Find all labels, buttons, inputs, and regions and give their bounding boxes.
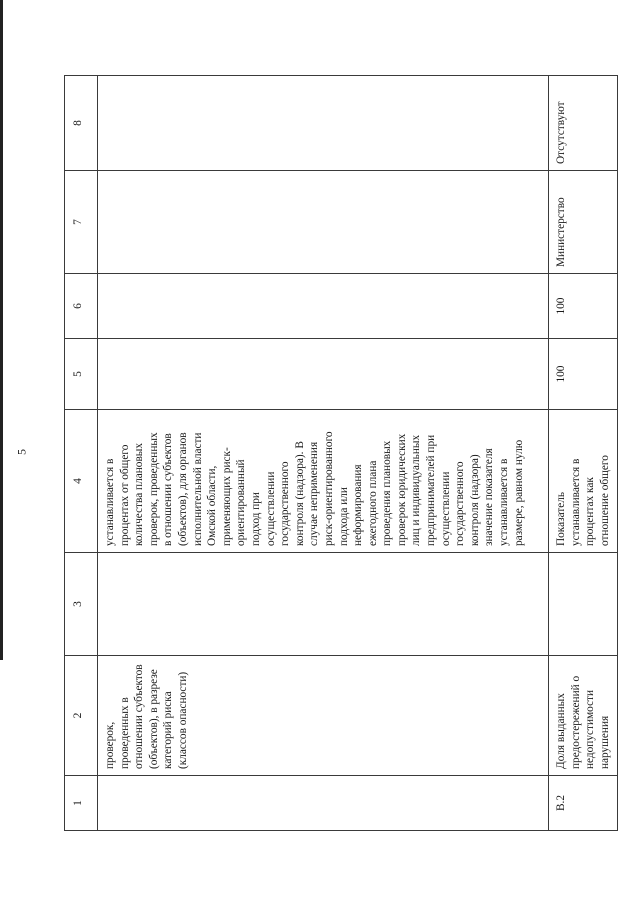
cell-calculation-method: устанавливается в процентах от общего количества плановых проверок, проведенных в отношении субъектов (объектов), для органов исполнительной власти Омской области, применяющих риск- ориентированный подход при осуществлении государственного контроля (надзора). В случае неприменения риск-ориентированного подхода или неформирования ежегодного плана проведения плановых проверок юридических лиц и индивидуальных предпринимателей при осуществлении государственного контроля (надзора) значение показателя устанавливается в размере, равном нулю (98, 410, 549, 553)
binder-edge (0, 0, 3, 660)
header-cell: 4 (65, 410, 98, 553)
header-cell: 6 (65, 274, 98, 339)
table-row (98, 76, 549, 831)
cell-col3 (549, 553, 618, 656)
table-row (549, 76, 618, 831)
rotated-page-content (64, 76, 611, 831)
header-cell: 5 (65, 339, 98, 410)
cell-number (98, 776, 549, 831)
cell-col5: 100 (549, 339, 618, 410)
header-cell: 3 (65, 553, 98, 656)
cell-number: В.2 (549, 776, 618, 831)
cell-calculation-method: Показатель устанавливается в процентах как отношение общего (549, 410, 618, 553)
cell-col3 (98, 553, 549, 656)
cell-col5 (98, 339, 549, 410)
header-cell: 2 (65, 656, 98, 776)
page-number: 5 (14, 449, 29, 455)
cell-indicator-name: Доля выданных предостережений о недопустимости нарушения (549, 656, 618, 776)
table-container (64, 76, 611, 831)
cell-col8: Отсутствуют (549, 76, 618, 171)
table-header-row (65, 76, 98, 831)
header-cell: 8 (65, 76, 98, 171)
cell-col7 (98, 171, 549, 274)
cell-col6 (98, 274, 549, 339)
cell-indicator-name: проверок, проведенных в отношении субъектов (объектов), в разрезе категорий риска (классов опасности) (98, 656, 549, 776)
cell-col8 (98, 76, 549, 171)
header-cell: 1 (65, 776, 98, 831)
cell-col6: 100 (549, 274, 618, 339)
indicator-table (64, 75, 618, 831)
cell-col7: Министерство (549, 171, 618, 274)
header-cell: 7 (65, 171, 98, 274)
